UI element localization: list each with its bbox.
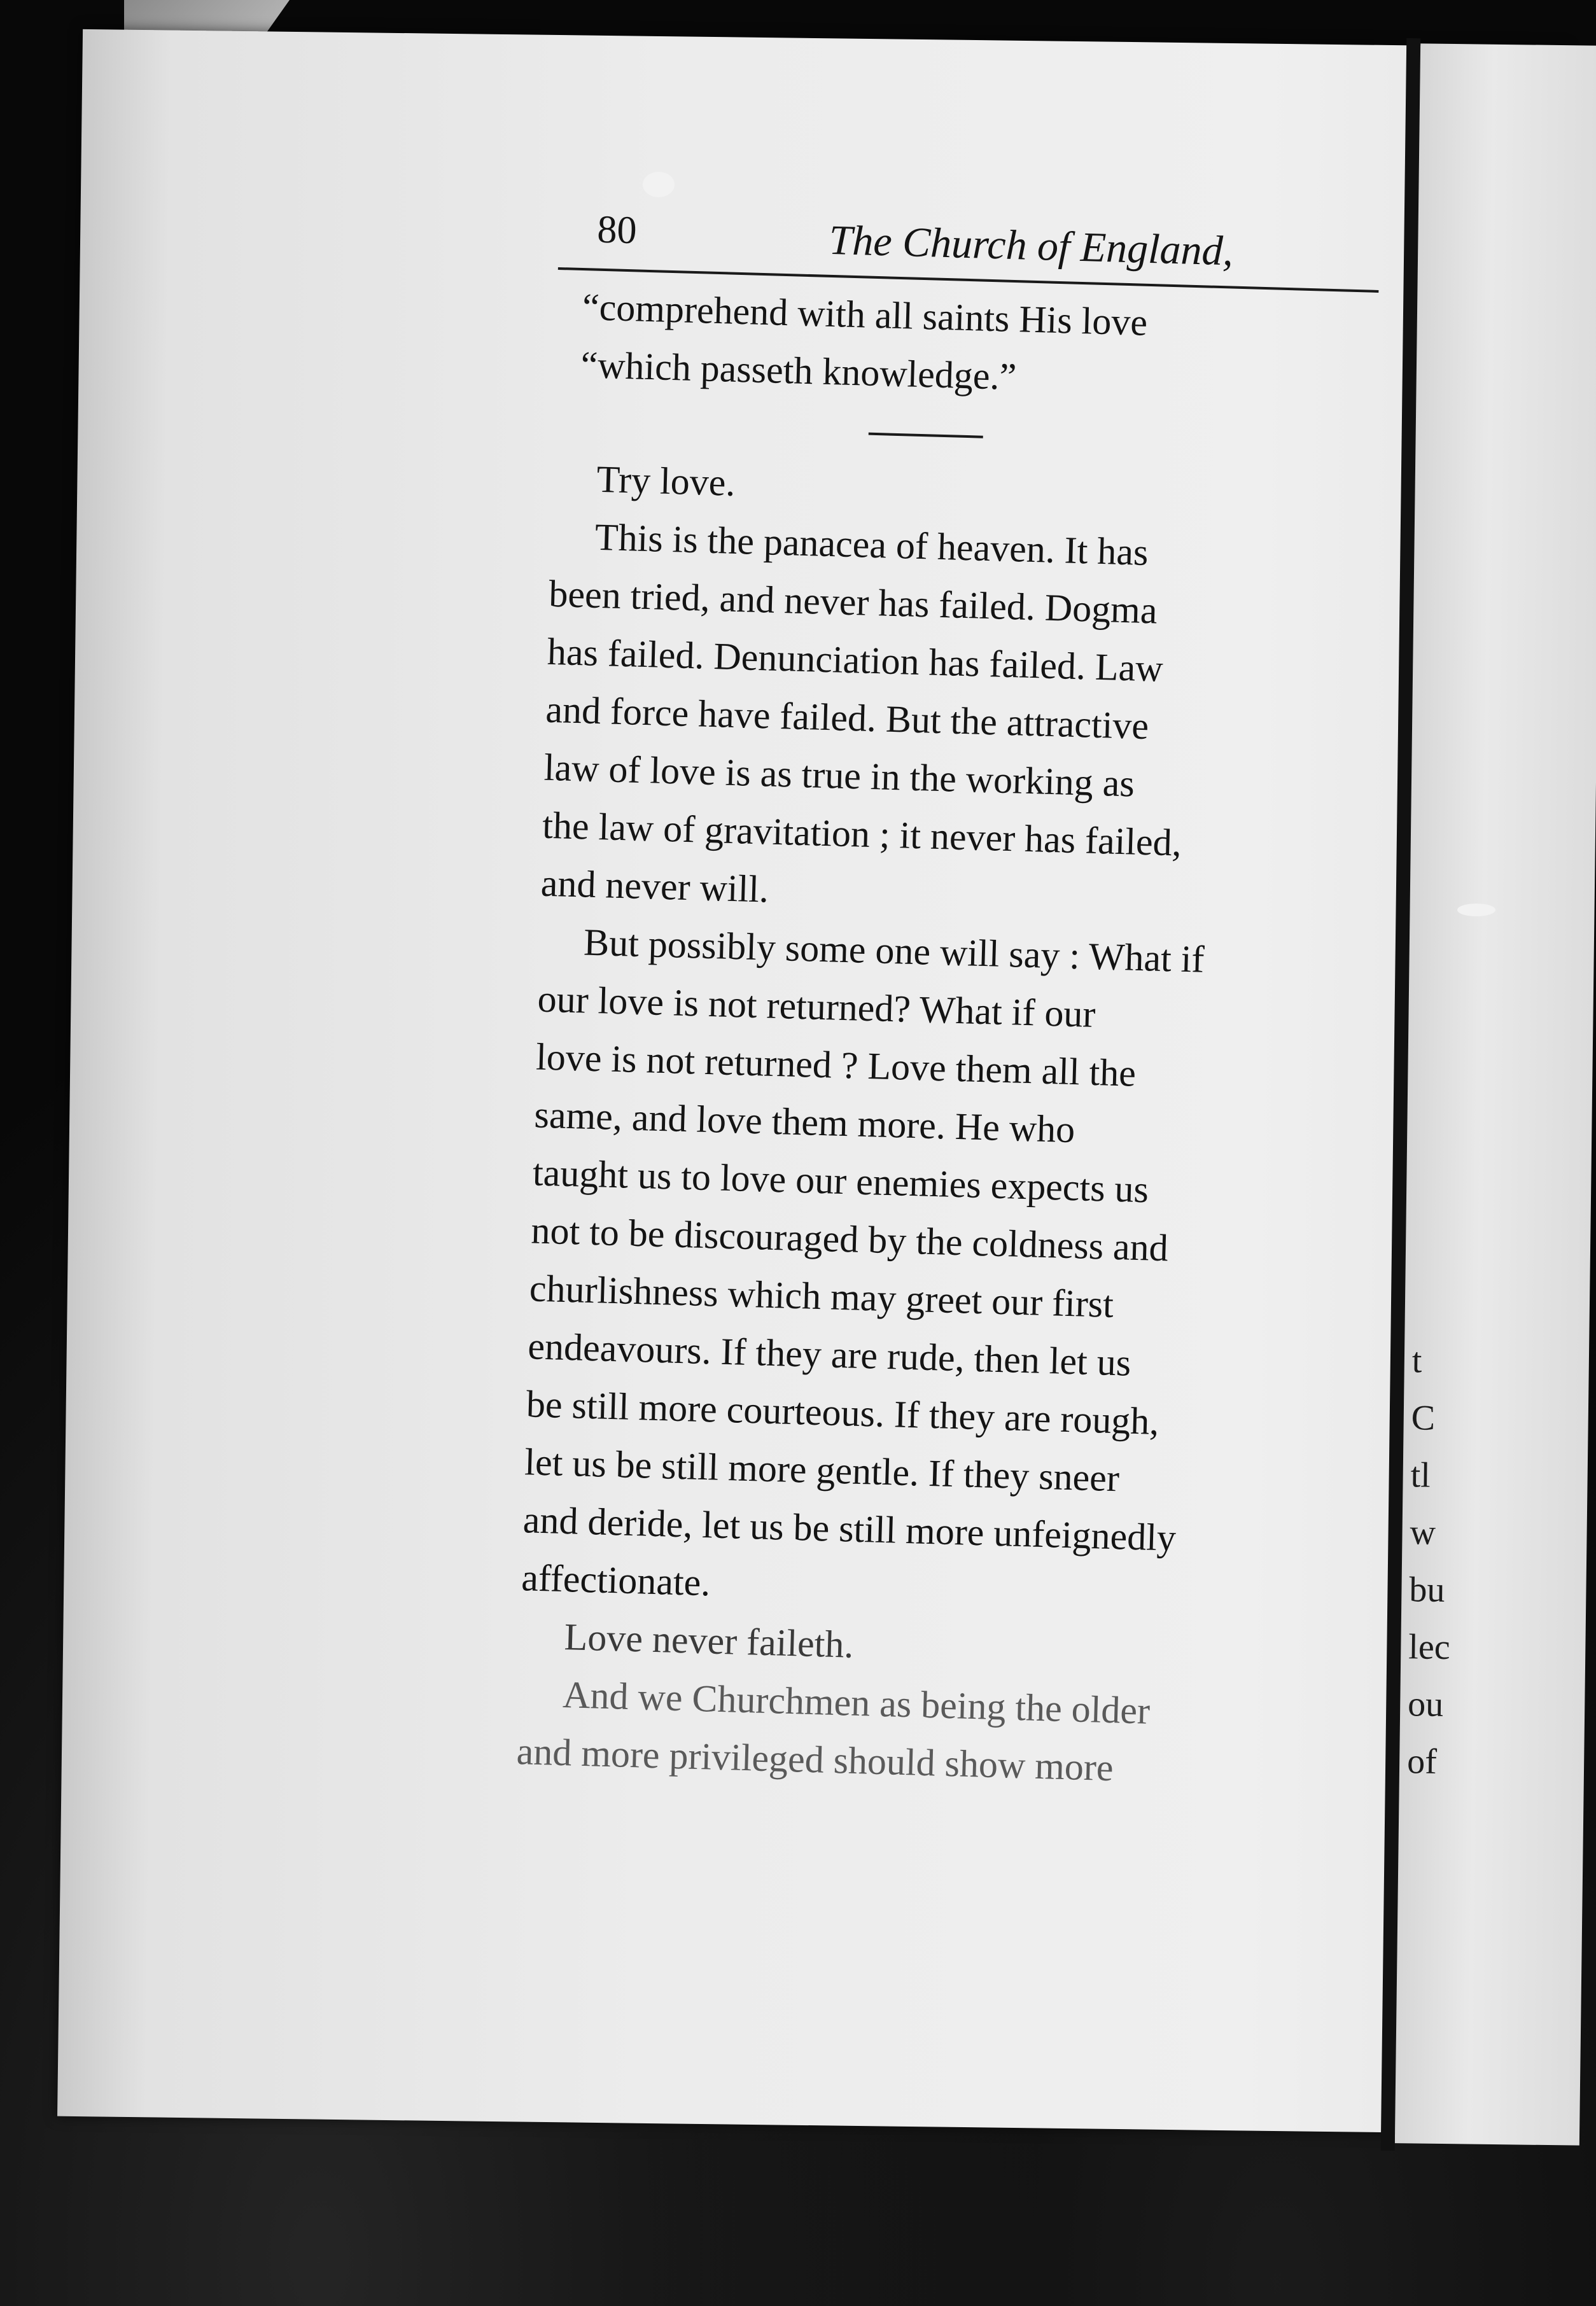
quotation [554, 277, 1378, 416]
text-line: “which passeth knowledge.” [580, 344, 1018, 398]
text-line: be still more courteous. If they are rough, [526, 1383, 1160, 1443]
text-line: This is the panacea of heaven. It has [594, 515, 1149, 574]
scan-speck [643, 172, 675, 197]
text-line: love is not returned ? Love them all the [535, 1035, 1137, 1094]
text-line: has failed. Denunciation has failed. Law [547, 630, 1164, 690]
text-line: “comprehend with all saints His love [582, 286, 1148, 344]
paragraph-churchmen [516, 1665, 1340, 1803]
paragraph-panacea [540, 507, 1372, 935]
text-line: Try love. [596, 458, 736, 504]
paragraph-returned [521, 912, 1361, 1630]
text-line: and more privileged should show more [515, 1730, 1114, 1789]
right-page-text: t [1411, 1341, 1422, 1381]
text-line: affectionate. [521, 1556, 711, 1604]
running-title: The Church of England, [828, 216, 1235, 275]
text-line: taught us to love our enemies expects us [532, 1151, 1149, 1211]
section-divider [869, 433, 983, 438]
text-line: the law of gravitation ; it never has failed, [542, 804, 1182, 864]
right-page-text: of [1406, 1742, 1438, 1782]
text-line: and deride, let us be still more unfeignedly [522, 1499, 1177, 1559]
right-page-text: w [1410, 1513, 1436, 1553]
text-line: and never will. [540, 862, 769, 911]
text-line: same, and love them more. He who [533, 1093, 1076, 1151]
text-line: let us be still more gentle. If they sneer [524, 1441, 1120, 1500]
text-line: not to be discouraged by the coldness and [530, 1209, 1169, 1269]
text-line: our love is not returned? What if our [536, 977, 1096, 1035]
right-page-text: tl [1410, 1455, 1431, 1495]
scan-speck [1457, 904, 1495, 916]
text-line: been tried, and never has failed. Dogma [548, 572, 1158, 632]
text-line: But possibly some one will say : What if [583, 921, 1205, 981]
text-line: law of love is as true in the working as [543, 746, 1135, 805]
text-line: churlishness which may greet our first [529, 1267, 1114, 1325]
right-page-text: C [1411, 1398, 1436, 1438]
text-line: and force have failed. But the attractive [545, 688, 1149, 748]
right-page-fragment [1395, 43, 1596, 2145]
text-line: And we Churchmen as being the older [562, 1674, 1151, 1732]
right-page-text: bu [1409, 1570, 1445, 1610]
right-page-text: ou [1407, 1684, 1444, 1724]
text-line: endeavours. If they are rude, then let us [527, 1325, 1132, 1384]
text-block [516, 197, 1381, 1803]
right-page-text: lec [1408, 1627, 1451, 1668]
page-number: 80 [596, 207, 638, 253]
text-line: Love never faileth. [563, 1616, 855, 1666]
